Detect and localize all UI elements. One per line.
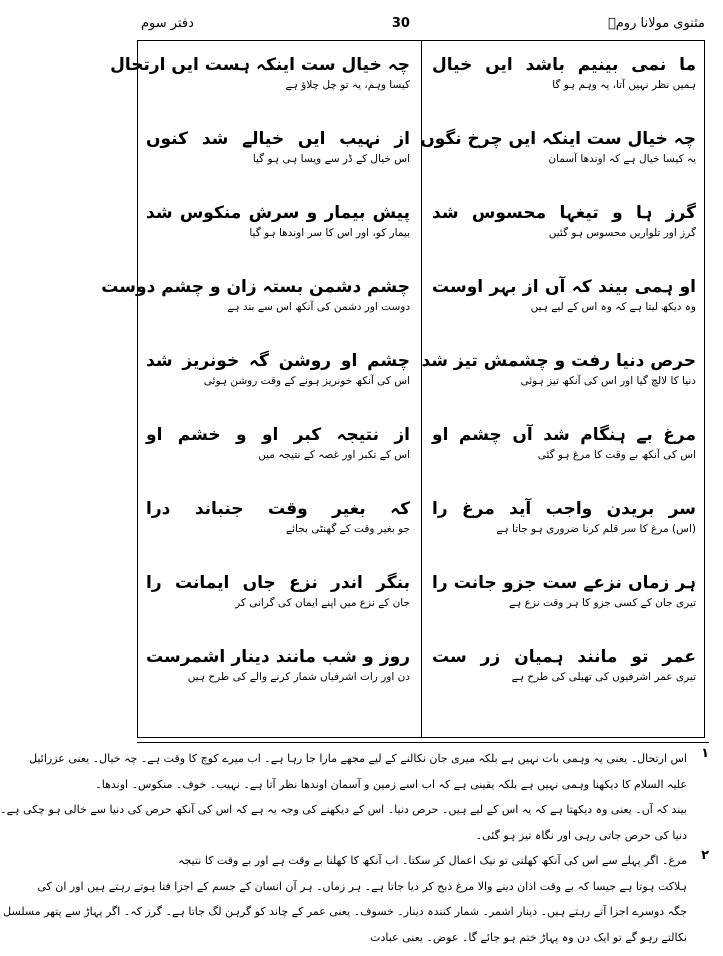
footnote-line: نکالتے رہو گے تو ایک دن وہ پہاڑ ختم ہو جائے گا۔ عوض۔ یعنی عبادت (370, 930, 687, 944)
couplet (421, 349, 696, 423)
gloss-line: اس کے تکبر اور غصہ کے نتیجہ میں (258, 449, 410, 461)
verse-line: روز و شب مانند دینار اشمرست (146, 647, 410, 667)
couplet (146, 127, 410, 201)
couplet (432, 497, 696, 571)
gloss-line: وہ دیکھ لیتا ہے کہ وہ اس کے لیے ہیں (530, 301, 696, 313)
verse-line: ما نمی بینیم باشد ایں خیال (432, 55, 696, 75)
couplet (432, 571, 696, 645)
couplet (432, 53, 696, 127)
volume-label: دفتر سوم (141, 15, 194, 31)
gloss-line: دنیا کا لالچ گیا اور اس کی آنکھ تیز ہوئی (520, 375, 696, 387)
verse-line: پیش بیمار و سرش منکوس شد (146, 203, 410, 223)
couplet (432, 275, 696, 349)
footnote (3, 848, 709, 950)
couplet (146, 571, 410, 645)
couplet (146, 423, 410, 497)
verse-line: از نتیجہ کبر او و خشم او (146, 425, 410, 445)
footnote-line: بیند کہ آں۔ یعنی وہ دیکھتا ہے کہ یہ اس کے لیے ہیں۔ حرص دنیا۔ اس کے دیکھنے کی وجہ یہ ہے کہ اس کی آنکھ حرص کی دنیا سے خالی ہو چکی ہے۔ (0, 803, 687, 816)
footnote-divider (137, 742, 709, 743)
footnote (0, 746, 709, 848)
running-title: مثنوی مولانا رومؒ (607, 15, 705, 31)
couplet (432, 423, 696, 497)
verse-line: سر بریدن واجب آید مرغ را (432, 499, 696, 519)
gloss-line: اس کی آنکھ خونریز ہونے کے وقت روشن ہوئی (203, 375, 410, 387)
gloss-line: جان کے نزع میں اپنے ایمان کی گرانی کر (235, 597, 410, 609)
verse-line: چشم او روشن گہ خونریز شد (146, 351, 410, 371)
verse-line: گرز ہا و تیغہا محسوس شد (432, 203, 696, 223)
gloss-line: دن اور رات اشرفیاں شمار کرنے والے کی طرح ہیں (187, 671, 410, 683)
right-column (420, 53, 696, 731)
footnote-line: اس ارتحال۔ یعنی یہ وہمی بات نہیں ہے بلکہ میری جان نکالنے کے لیے مجھے مارا جا رہا ہے۔ اب میرے کوچ کا وقت ہے۔ چہ خیال۔ یعنی عزرائیل (29, 752, 687, 765)
gloss-line: ہمیں نظر نہیں آتا، یہ وہم ہو گا (552, 79, 696, 91)
gloss-line: جو بغیر وقت کے گھنٹی بجائے (285, 523, 410, 535)
verse-line: کہ بغیر وقت جنباند درا (146, 499, 410, 519)
gloss-line: کیسا وہم، یہ تو چل چلاؤ ہے (285, 79, 410, 91)
gloss-line: یہ کیسا خیال ہے کہ اوندھا آسمان (548, 153, 696, 165)
gloss-line: بیمار کو، اور اس کا سر اوندھا ہو گیا (249, 227, 410, 239)
gloss-line: اس کی آنکھ بے وقت کا مرغ ہو گئی (537, 449, 696, 461)
page-number: 30 (391, 15, 410, 31)
gloss-line: تیری جان کے کسی جزو کا ہر وقت نزع ہے (509, 597, 696, 609)
verse-line: چشم دشمن بستہ زان و چشم دوست (101, 277, 410, 297)
gloss-line: (اس) مرغ کا سر قلم کرنا ضروری ہو جاتا ہے (496, 523, 696, 535)
gloss-line: گرز اور تلواریں محسوس ہو گئیں (548, 227, 696, 239)
gloss-line: اس خیال کے ڈر سے ویسا ہی ہو گیا (252, 153, 410, 165)
couplet (432, 201, 696, 275)
footnote-line: مرغ۔ اگر پہلے سے اس کی آنکھ کھلتی تو نیک اعمال کر سکتا۔ اب آنکھ کا کھلنا بے وقت ہے اور بے وقت کا نتیجہ (178, 854, 687, 867)
verse-line: چہ خیال ست اینکہ ایں چرخ نگوں (420, 129, 696, 149)
verse-line: ہر زماں نزعے ست جزو جانت را (432, 573, 696, 593)
couplet (146, 497, 410, 571)
footnote-number: ۲ (701, 848, 709, 863)
footnote-line: جگہ دوسرے اجزا آتے رہتے ہیں۔ دینار اشمر۔ شمار کنندہ دینار۔ خسوف۔ یعنی عمر کے چاند کو گرہن لگ جاتا ہے۔ گرز کہ۔ اگر پہاڑ سے پتھر مسلسل (3, 905, 687, 918)
verse-line: چہ خیال ست اینکہ ہست ایں ارتحال (110, 55, 410, 75)
couplet (432, 645, 696, 719)
couplet (110, 53, 410, 127)
footnotes (0, 746, 709, 950)
gloss-line: تیری عمر اشرفیوں کی تھیلی کی طرح ہے (511, 671, 696, 683)
verse-line: از نہیب ایں خیالے شد کنوں (146, 129, 410, 149)
verse-line: عمر تو مانند ہمیان زر ست (432, 647, 696, 667)
footnote-line: ہلاکت ہوتا ہے جیسا کہ بے وقت اذان دینے والا مرغ ذبح کر دیا جاتا ہے۔ ہر زماں۔ ہر آن انسان کے جسم کے اجزا فنا ہوتے رہتے ہیں اور ان کی (37, 879, 687, 893)
verse-line: او ہمی بیند کہ آں از بہر اوست (432, 277, 696, 297)
couplet (420, 127, 696, 201)
couplet (146, 201, 410, 275)
verse-frame (101, 40, 705, 738)
verse-line: بنگر اندر نزع جاں ایمانت را (146, 573, 410, 593)
page-header (141, 6, 705, 40)
couplet (146, 645, 410, 719)
gloss-line: دوست اور دشمن کی آنکھ اس سے بند ہے (227, 301, 410, 313)
couplet (146, 349, 410, 423)
footnote-line: دنیا کی حرص جاتی رہی اور نگاہ تیز ہو گئی۔ (475, 828, 687, 842)
footnote-line: علیہ السلام کا دیکھنا وہمی نہیں ہے بلکہ یقینی ہے کہ اب اسے زمین و آسمان اوندھا نظر آتا ہے۔ نہیب۔ خوف۔ منکوس۔ اوندھا۔ (95, 777, 687, 791)
left-column (101, 53, 410, 731)
footnote-number: ۱ (701, 746, 709, 761)
verse-line: حرص دنیا رفت و چشمش تیز شد (421, 351, 696, 371)
couplet (101, 275, 410, 349)
verse-line: مرغ بے ہنگام شد آں چشم او (432, 425, 696, 445)
